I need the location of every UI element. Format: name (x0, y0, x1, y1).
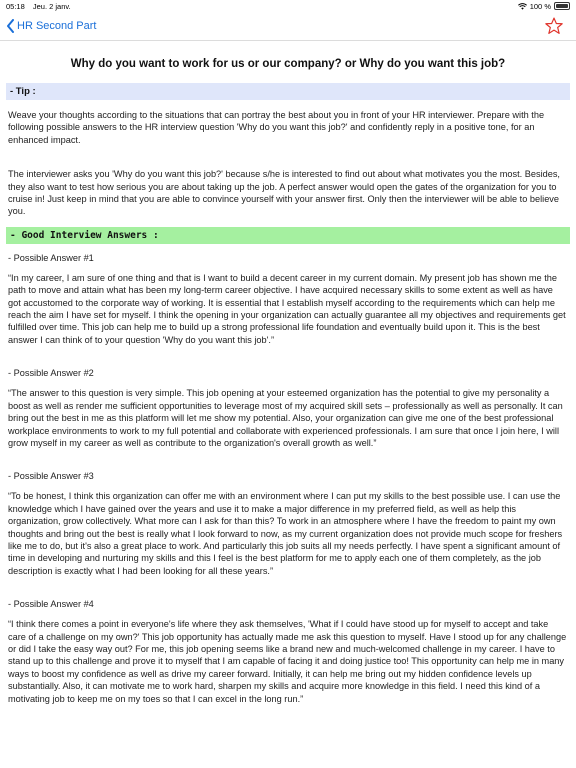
back-button[interactable] (6, 19, 96, 33)
answer-text: “In my career, I am sure of one thing and that is I want to build a decent career in my current domain. My present job has shown me the path to move and attain what has been my long-term career objective. I have acquired necessary skills to some extent as well as have got accustomed to the corporate way of working. It is essential that I establish myself according to the requirements which can help me reach the aim I have set for myself. I think the opening in your organization can actually guarantee all my objectives and requirements get fulfilled over time. This job can help me to build up a strong professional life foundation and eventually build upon it. This is the best answer I can think of to your question 'Why do you want this job'.” (8, 272, 566, 345)
answer-heading: - Possible Answer #3 (8, 471, 94, 482)
status-time: 05:18 (6, 1, 25, 11)
good-answers-header: - Good Interview Answers : (6, 227, 570, 244)
status-date: Jeu. 2 janv. (32, 1, 71, 11)
answer-heading: - Possible Answer #4 (8, 599, 94, 610)
battery-percent: 100 % (529, 1, 551, 11)
answer-text: “I think there comes a point in everyone's life where they ask themselves, 'What if I could have stood up for myself to accept and take care of a challenge on my own?' This job opportunity has actually made me ask this question to myself. Have I stood up for any challenge or did I take the easy way out? For me, this job opening seems like a brand new and much-welcomed challenge in my career. I have to stand up to this challenge and prove it to myself that I am capable of facing it and doing justice too! This opportunity can help me in many ways to boost my confidence as well as drive my career forward. Initially, it can help me bring out my hidden confidence levels up substantially. Also, it can motivate me to work hard, sharpen my skills and acquire more knowledge in this field. I need this kind of a motivating job to keep me on my toes so that I can excel in the long run.” (8, 619, 567, 704)
answer-text: “To be honest, I think this organization can offer me with an environment where I can put my skills to the best possible use. I can use the knowledge which I have gained over the years and use it to make a major difference in my preferred field, as well as help this organization, grow collectively. What more can I ask for than this? To work in an atmosphere where I have the freedom to paint my own thoughts and bring out the best is really what I look forward to now, as my current organization does not provide much scope for freshers like me to do, but it's also a great place to work. And particularly this job suits all my needs perfectly. I have spent a significant amount of time in developing and nurturing my skills and this I feel is the best platform for me to apply each one of them completely, as the job description is exactly what I had been looking for all these years.” (8, 491, 563, 576)
tip-paragraph-1: Weave your thoughts according to the situations that can portray the best about you in front of your HR interviewer. Prepare with the following possible answers to the HR interview question 'Why do you want this job?' and confidently reply in a positive tone, for an enhanced impact. (8, 110, 545, 145)
back-chevron-icon (6, 19, 15, 33)
wifi-icon (518, 3, 527, 10)
answer-heading: - Possible Answer #2 (8, 368, 94, 379)
tip-header: - Tip : (6, 83, 570, 100)
tip-paragraph-2: The interviewer asks you 'Why do you want this job?' because s/he is interested to find out about what motivates you the most. Besides, they also want to test how serious you are about taking up the job. A perfect answer would open the gates of the organization for you to cruise in! Just keep in mind that you are able to convince yourself with your answer first. Only then the interviewer will be able to believe you. (8, 169, 560, 217)
answer-text: “The answer to this question is very simple. This job opening at your esteemed organization has the potential to give my personality a boost as well as render me sufficient opportunities to leverage most of my acquired skill sets – professionally as well as personally. It can bring out the best in me as this platform will let me show my potential. Also, your organization can give me one of the best professional workplace environments to work to my full potential and collaborate with experienced professionals. I am sure that once I join here, I will grow myself in my career as well as contribute to the organization's overall growth as well.” (8, 388, 563, 448)
navigation-bar (0, 12, 576, 41)
status-right (518, 2, 570, 11)
battery-icon (554, 2, 570, 10)
back-button-label: HR Second Part (17, 20, 97, 32)
page-title: Why do you want to work for us or our company? or Why do you want this job? (70, 58, 506, 70)
answer-heading: - Possible Answer #1 (8, 252, 94, 263)
status-bar (0, 0, 576, 12)
status-left (6, 2, 77, 11)
star-icon[interactable] (544, 16, 564, 36)
